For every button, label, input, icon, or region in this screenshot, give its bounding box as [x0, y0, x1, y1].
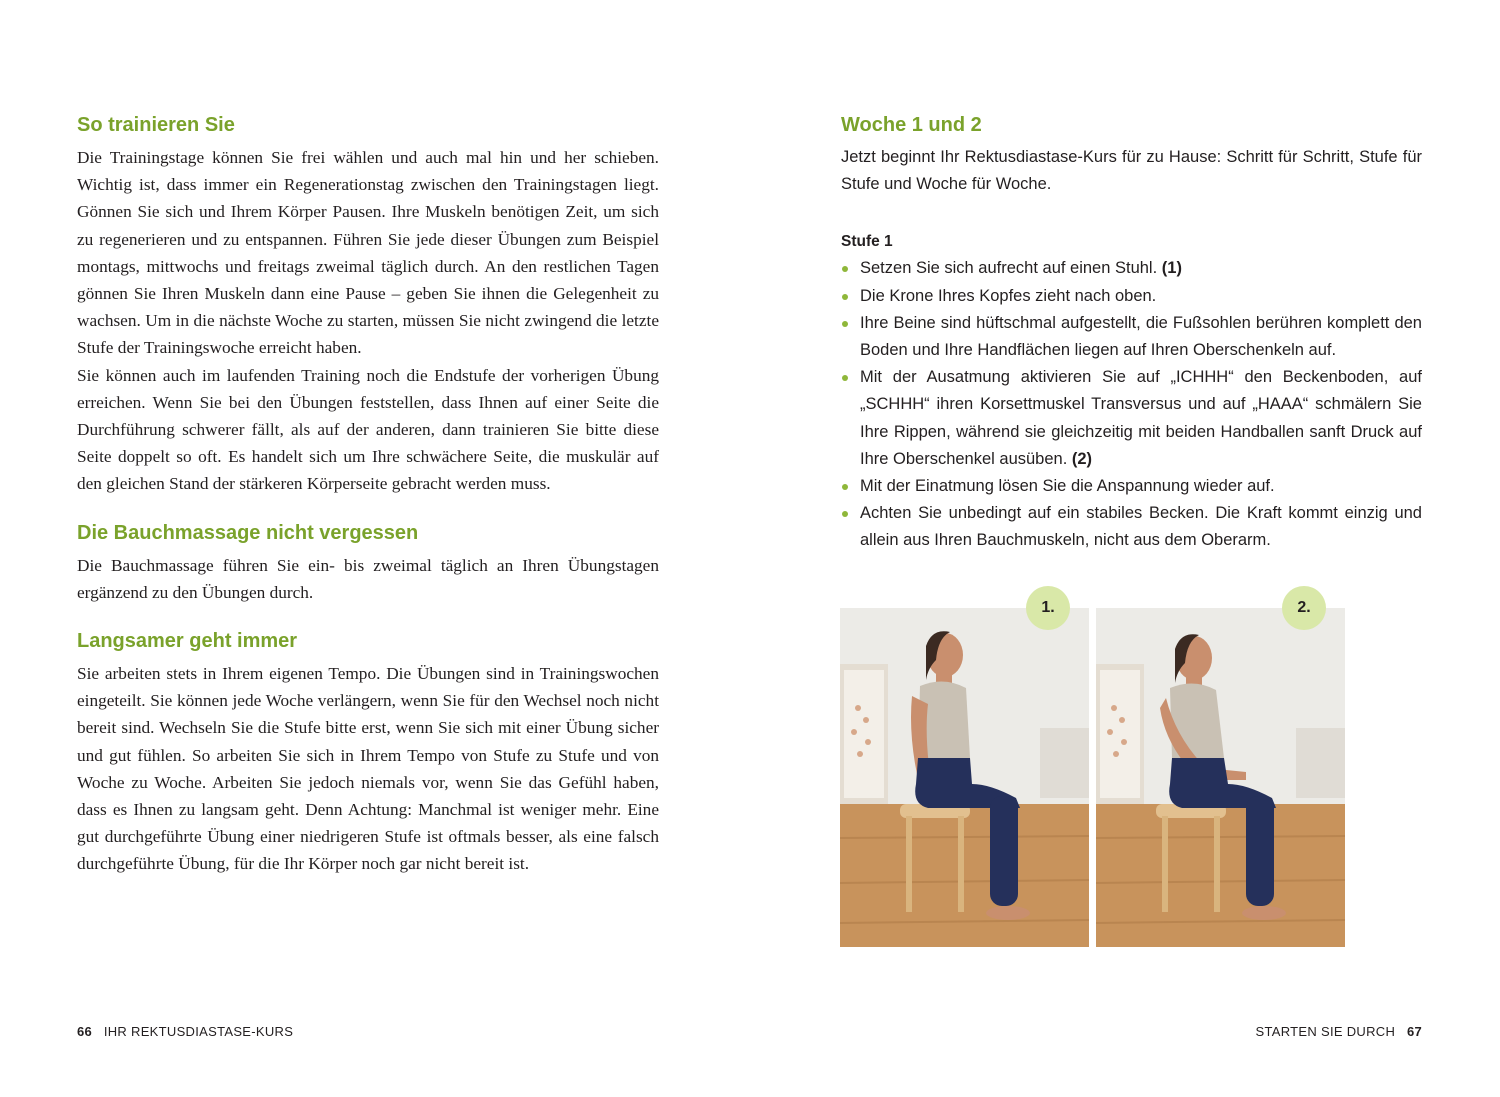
heading-woche: Woche 1 und 2 — [841, 114, 982, 136]
paragraph-training-days: Die Trainingstage können Sie frei wählen und auch mal hin und her schieben. Wichtig ist, dass immer ein Regenerationstag zwischen den Trainingstagen liegt. Gönnen Sie sich und Ihrem Körper Pausen. Ihre Muskeln benötigen Zeit, um sich zu regenerieren und zu entspannen. Führen Sie jede dieser Übungen zum Beispiel montags, mittwochs und freitags zweimal täglich durch. An den restlichen Tagen gönnen Sie Ihren Muskeln dann eine Pause – geben Sie ihnen die Gelegenheit zu wachsen. Um in die nächste Woche zu starten, müssen Sie nicht zwingend die letzte Stufe der Trainingswoche erreicht haben. — [77, 148, 659, 358]
page-number-right: 67 — [1406, 1024, 1422, 1039]
heading-langsamer: Langsamer geht immer — [77, 630, 298, 653]
bullet-icon — [842, 321, 848, 327]
left-column — [77, 112, 659, 878]
footer-left — [77, 1024, 293, 1039]
figure-ref: (2) — [1071, 449, 1093, 468]
paragraph-bauchmassage: Die Bauchmassage führen Sie ein- bis zweimal täglich an Ihren Übungstagen ergänzend zu den Übungen durch. — [77, 555, 659, 602]
right-column — [841, 112, 1422, 555]
running-title-right: STARTEN SIE DURCH — [1255, 1024, 1396, 1039]
list-item: Ihre Beine sind hüftschmal aufgestellt, die Fußsohlen berühren komplett den Boden und Ihre Handflächen liegen auf Ihren Oberschenkeln auf. — [841, 310, 1422, 364]
exercise-photo-1 — [840, 599, 1089, 947]
paragraph-intro: Jetzt beginnt Ihr Rektusdiastase-Kurs für zu Hause: Schritt für Schritt, Stufe für Stufe und Woche für Woche. — [841, 148, 1422, 194]
list-item: Setzen Sie sich aufrecht auf einen Stuhl. (1) — [841, 255, 1422, 282]
list-item: Mit der Einatmung lösen Sie die Anspannung wieder auf. — [841, 473, 1422, 500]
list-item: Achten Sie unbedingt auf ein stabiles Becken. Die Kraft kommt einzig und allein aus Ihren Bauchmuskeln, nicht aus dem Oberarm. — [841, 500, 1422, 554]
bullet-icon — [842, 294, 848, 300]
bullet-icon — [842, 484, 848, 490]
running-title-left: IHR REKTUSDIASTASE-KURS — [103, 1024, 294, 1039]
paragraph-langsamer: Sie arbeiten stets in Ihrem eigenen Tempo. Die Übungen sind in Trainingswochen eingeteilt. Sie können jede Woche verlängern, wenn Sie für den Wechsel noch nicht bereit sind. Wechseln Sie die Stufe bitte erst, wenn Sie sich mit einer Übung sicher und gut fühlen. So arbeiten Sie sich in Ihrem Tempo von Stufe zu Stufe und von Woche zu Woche. Arbeiten Sie jedoch niemals vor, wenn Sie das Gefühl haben, dass es Ihnen zu langsam geht. Denn Achtung: Manchmal ist weniger mehr. Eine gut durchgeführte Übung einer niedrigeren Stufe ist oftmals besser, als eine falsch durchgeführte Übung, für die Ihr Körper noch gar nicht bereit ist. — [77, 664, 659, 874]
exercise-photo-2 — [1096, 599, 1345, 947]
heading-so-trainieren-sie: So trainieren Sie — [77, 114, 235, 136]
bullet-icon — [842, 266, 848, 272]
photo-badge-1: 1. — [1026, 586, 1070, 630]
instruction-list — [841, 255, 1422, 554]
paragraph-weaker-side: Sie können auch im laufenden Training noch die Endstufe der vorherigen Übung erreichen. Wenn Sie bei den Übungen feststellen, dass Ihnen auf einer Seite die Durchführung schwerer fällt, als auf der anderen, dann trainieren Sie bitte diese Seite doppelt so oft. Es handelt sich um Ihre schwächere Seite, die muskulär auf den gleichen Stand der stärkeren Körperseite gebracht werden muss. — [77, 365, 659, 494]
list-item: Mit der Ausatmung aktivieren Sie auf „ICHHH“ den Beckenboden, auf „SCHHH“ ihren Korsettmuskel Transversus und auf „HAAA“ schmälern Sie Ihre Rippen, während sie gleichzeitig mit beiden Handballen sanft Druck auf Ihre Oberschenkel ausüben. (2) — [841, 364, 1422, 473]
figure-ref: (1) — [1161, 259, 1182, 278]
photo-badge-2: 2. — [1282, 586, 1326, 630]
heading-bauchmassage: Die Bauchmassage nicht vergessen — [77, 521, 419, 544]
stufe-label: Stufe 1 — [841, 233, 893, 251]
bullet-icon — [842, 511, 848, 517]
bullet-icon — [842, 375, 848, 381]
page-number-left: 66 — [77, 1024, 93, 1039]
footer-right — [1255, 1024, 1422, 1039]
list-item: Die Krone Ihres Kopfes zieht nach oben. — [841, 283, 1422, 310]
